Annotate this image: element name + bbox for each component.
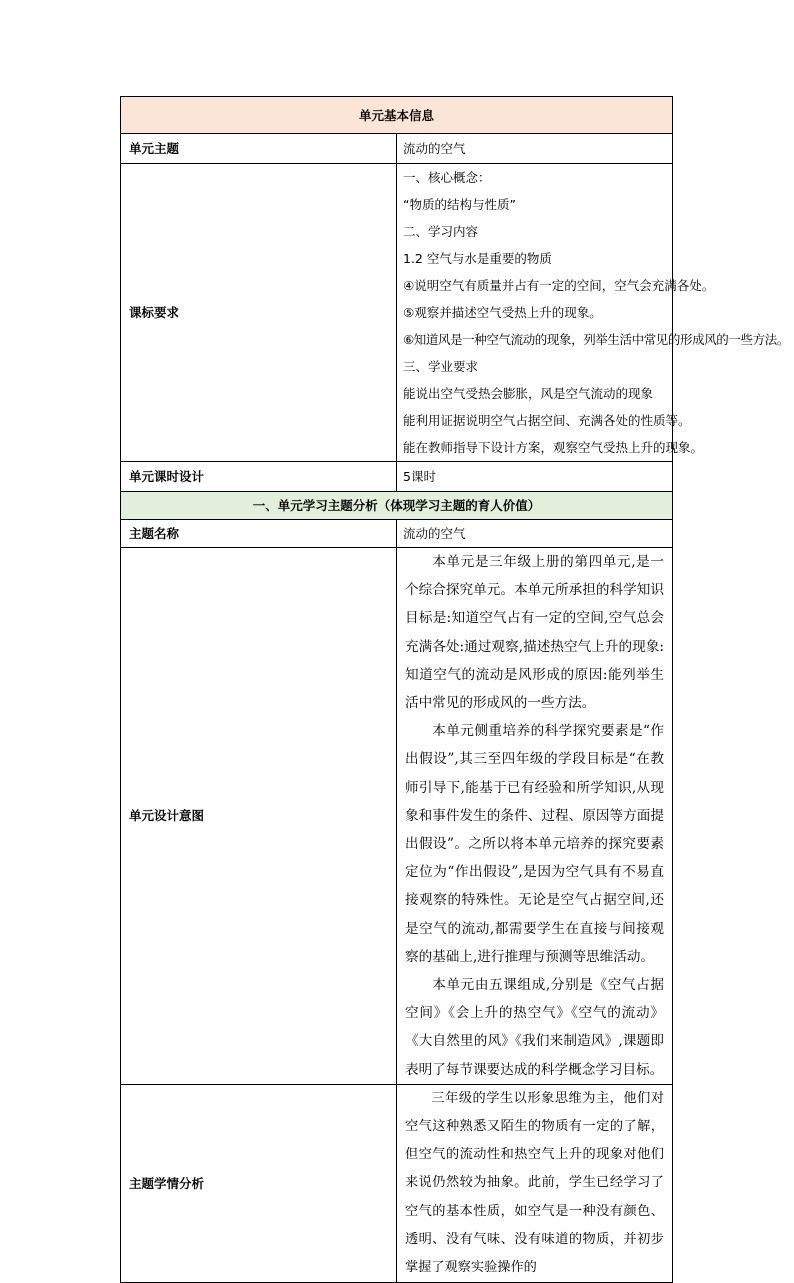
- design-intent-paragraph: 本单元侧重培养的科学探究要素是“作出假设”,其三至四年级的学段目标是“在教师引导下,能基于已有经验和所学知识,从现象和事件发生的条件、过程、原因等方面提出假设”。之所以将本单元培养的探究要素定位为“作出假设”,是因为空气具有不易直接观察的特殊性。无论是空气占据空间,还是空气的流动,都需要学生在直接与间接观察的基础上,进行推理与预测等思维活动。: [405, 723, 664, 965]
- topic-name-value: 流动的空气: [397, 520, 673, 548]
- standards-line: 1.2 空气与水是重要的物质: [403, 251, 552, 266]
- standards-line: ⑤观察并描述空气受热上升的现象。: [403, 305, 602, 320]
- design-intent-label: 单元设计意图: [121, 548, 397, 1085]
- title-row: [121, 97, 673, 134]
- unit-topic-label: 单元主题: [121, 134, 397, 164]
- standards-line: 三、学业要求: [403, 359, 479, 374]
- section1-header-row: [121, 492, 673, 520]
- standards-line: 能在教师指导下设计方案，观察空气受热上升的现象。: [403, 440, 704, 455]
- standards-line: 能利用证据说明空气占据空间、充满各处的性质等。: [403, 413, 691, 428]
- standards-content: [397, 164, 789, 462]
- design-intent-paragraph: 本单元是三年级上册的第四单元,是一个综合探究单元。本单元所承担的科学知识目标是:知道空气占有一定的空间,空气总会充满各处:通过观察,描述热空气上升的现象:知道空气的流动是风形成的原因:能列举生活中常见的形成风的一些方法。: [405, 554, 664, 712]
- unit-topic-row: [121, 134, 673, 164]
- table-title: 单元基本信息: [121, 97, 673, 134]
- standards-line: 能说出空气受热会膨胀，风是空气流动的现象: [403, 386, 654, 401]
- standards-line: ⑥知道风是一种空气流动的现象，列举生活中常见的形成风的一些方法。: [403, 332, 789, 347]
- standards-label: 课标要求: [121, 164, 397, 462]
- unit-topic-value: 流动的空气: [397, 134, 673, 164]
- learner-analysis-row: [121, 1084, 673, 1282]
- learner-analysis-content: [397, 1084, 673, 1282]
- standards-line: 一、核心概念：: [403, 170, 491, 185]
- standards-line: ④说明空气有质量并占有一定的空间，空气会充满各处。: [403, 278, 715, 293]
- design-intent-paragraph: 本单元由五课组成,分别是《空气占据空间》《会上升的热空气》《空气的流动》《大自然里的风》《我们来制造风》,课题即表明了每节课要达成的科学概念学习目标。: [405, 977, 664, 1078]
- standards-row: [121, 164, 673, 462]
- design-intent-content: [397, 548, 673, 1085]
- learner-analysis-paragraph: 三年级的学生以形象思维为主，他们对空气这种熟悉又陌生的物质有一定的了解，但空气的流动性和热空气上升的现象对他们来说仍然较为抽象。此前，学生已经学习了空气的基本性质，如空气是一种没有颜色、透明、没有气味、没有味道的物质，并初步掌握了观察实验操作的: [405, 1090, 664, 1276]
- standards-line: “物质的结构与性质”: [403, 197, 516, 212]
- design-intent-row: [121, 548, 673, 1085]
- lesson-design-label: 单元课时设计: [121, 462, 397, 492]
- standards-line: 二、学习内容: [403, 224, 479, 239]
- learner-analysis-label: 主题学情分析: [121, 1084, 397, 1282]
- topic-name-label: 主题名称: [121, 520, 397, 548]
- lesson-design-row: [121, 462, 673, 492]
- lesson-design-value: 5课时: [397, 462, 673, 492]
- unit-info-table: [120, 96, 789, 1283]
- section1-header: 一、单元学习主题分析（体现学习主题的育人价值）: [121, 492, 673, 520]
- topic-name-row: [121, 520, 673, 548]
